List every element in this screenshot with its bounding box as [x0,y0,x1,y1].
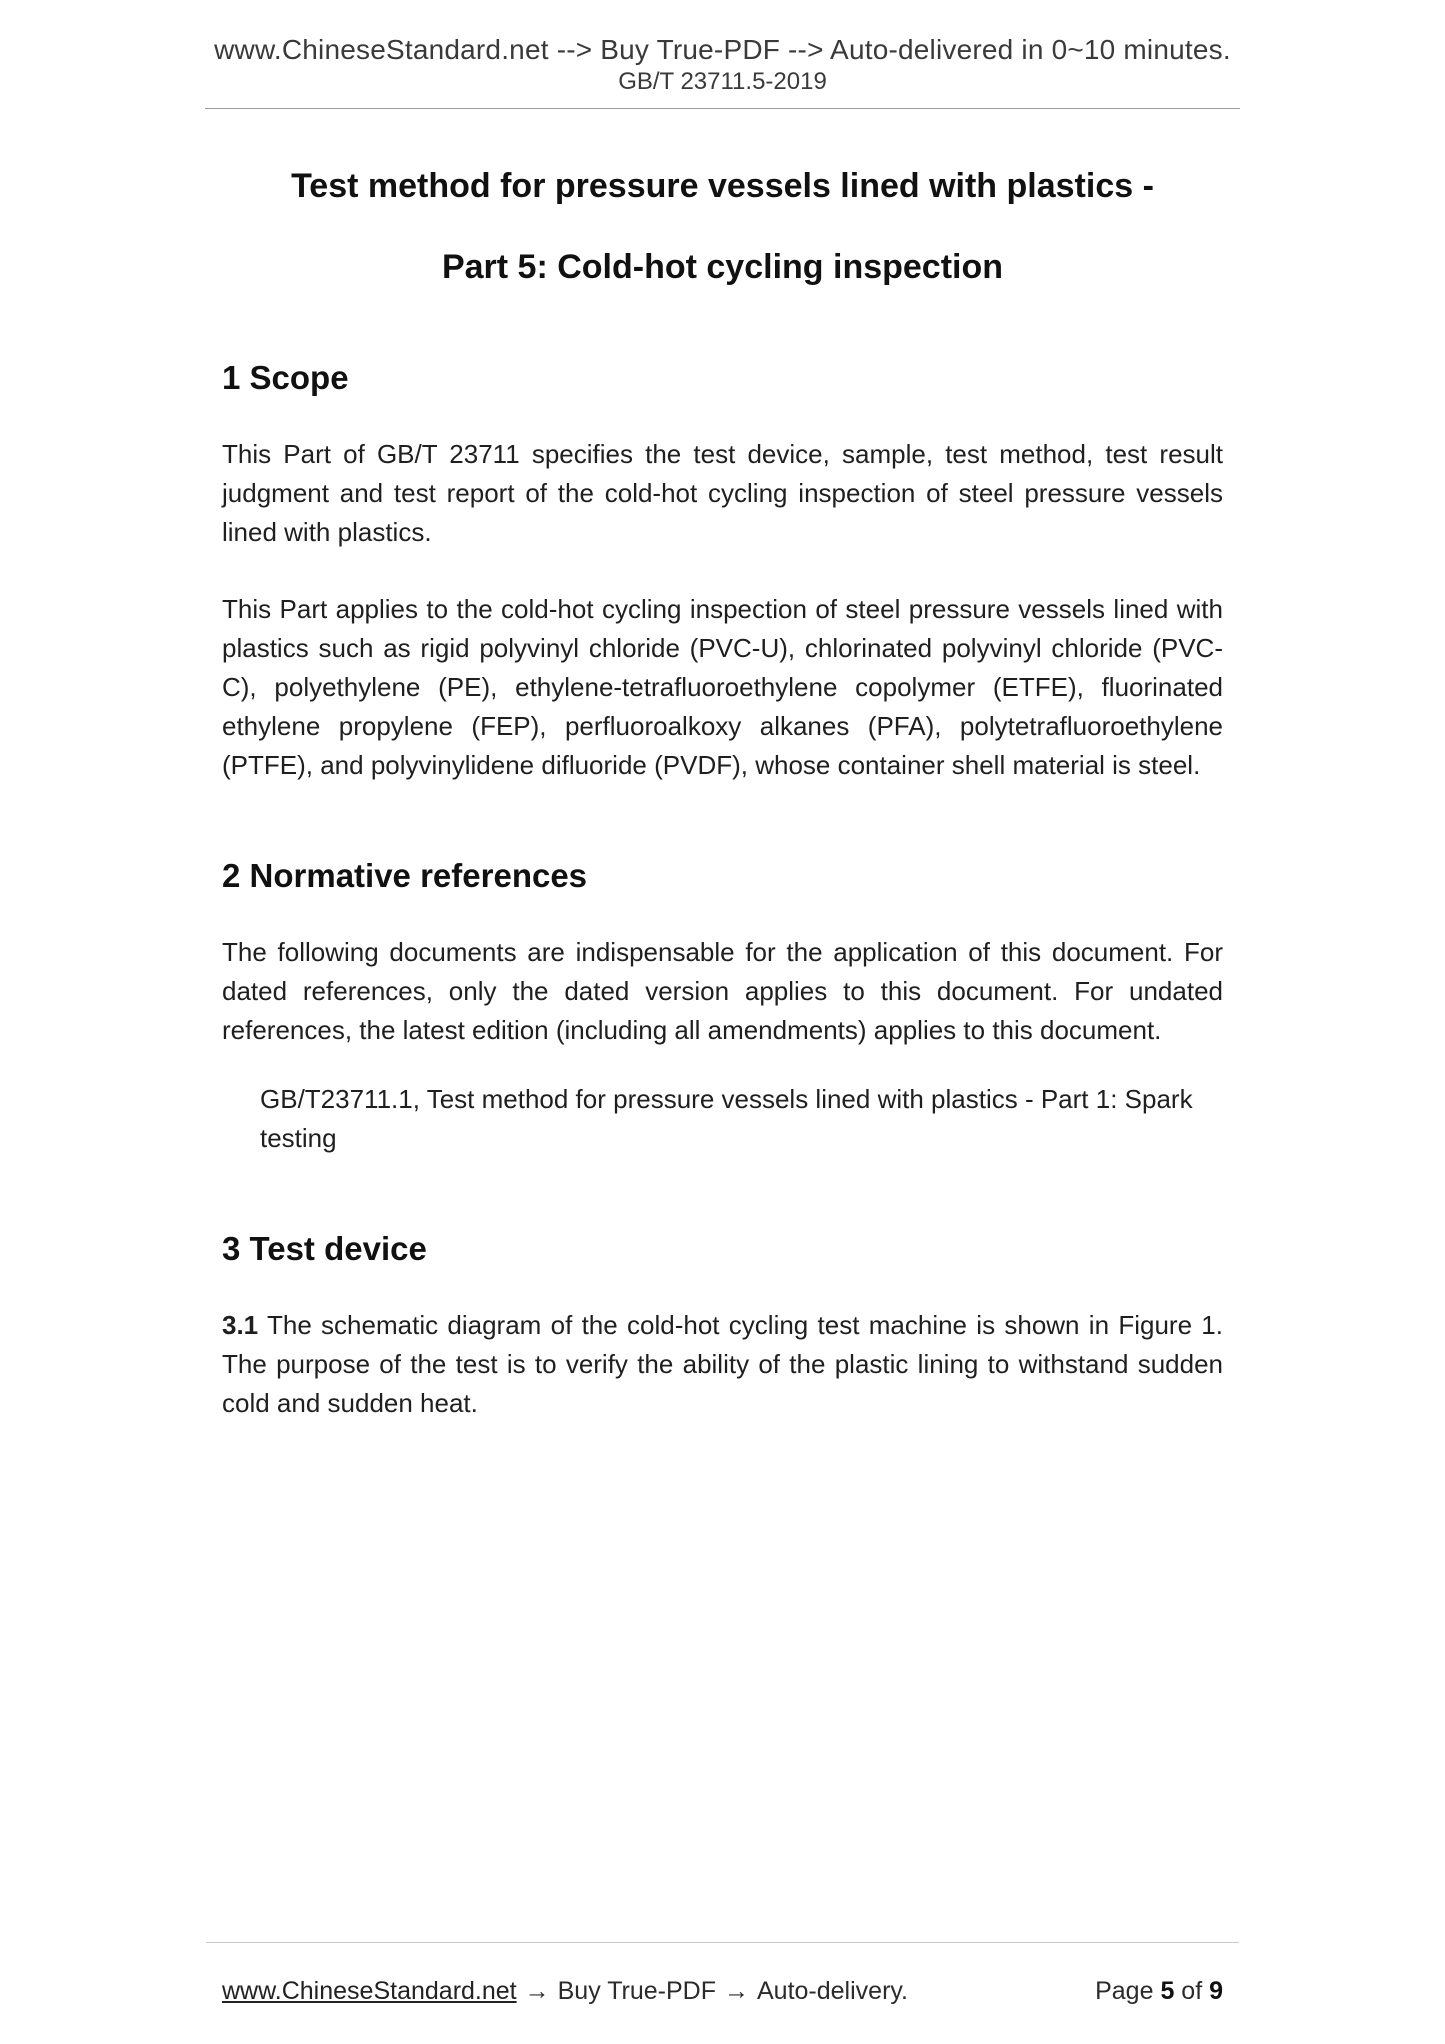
document-code: GB/T 23711.5-2019 [618,68,827,95]
page-label: Page [1095,1977,1161,2005]
footer-divider [206,1942,1239,1943]
footer-promo [222,1977,908,2006]
document-title-line1: Test method for pressure vessels lined with plastics - [291,167,1154,205]
page-total-number: 9 [1209,1977,1223,2005]
normative-reference-item: GB/T23711.1, Test method for pressure vessels lined with plastics - Part 1: Spark testing [260,1084,1193,1153]
page-current-number: 5 [1160,1977,1175,2005]
document-title-line2: Part 5: Cold-hot cycling inspection [441,248,1004,286]
footer-delivery-text: Auto-delivery. [757,1977,908,2005]
normative-references-paragraph: The following documents are indispensable for the application of this document. For dated references, only the dated version applies to this document. For undated references, the latest edition (including all amendments) applies to this document. [222,937,1223,1045]
header-divider [205,108,1240,109]
footer-site-link[interactable]: www.ChineseStandard.net [222,1977,517,2005]
footer-arrow-icon: → [724,1977,749,2005]
footer-arrow-icon: → [524,1977,550,2005]
section-heading-normative-references: 2 Normative references [222,857,588,894]
test-device-paragraph [222,1306,1223,1423]
scope-paragraph-1: This Part of GB/T 23711 specifies the test device, sample, test method, test result judgment and test report of the cold-hot cycling inspection of steel pressure vessels lined with plastics. [222,439,1223,547]
scope-paragraph-2: This Part applies to the cold-hot cycling inspection of steel pressure vessels lined with plastics such as rigid polyvinyl chloride (PVC-U), chlorinated polyvinyl chloride (PVC-C), polyethylene (PE), ethylene-tetrafluoroethylene copolymer (ETFE), fluorinated ethylene propylene (FEP), perfluoroalkoxy alkanes (PFA), polytetrafluoroethylene (PTFE), and polyvinylidene difluoride (PVDF), whose container shell material is steel. [222,594,1223,780]
section-heading-test-device: 3 Test device [222,1230,427,1267]
header-promo-line: www.ChineseStandard.net --> Buy True-PDF --> Auto-delivered in 0~10 minutes. [214,34,1231,65]
page-indicator [1095,1977,1223,2006]
page-footer [222,1942,1223,2006]
footer-buy-text: Buy True-PDF [557,1977,716,2005]
document-body [222,167,1223,1423]
page-of-label: of [1174,1977,1210,2005]
section-heading-scope: 1 Scope [222,359,349,396]
clause-text: The schematic diagram of the cold-hot cycling test machine is shown in Figure 1. The purpose of the test is to verify the ability of the plastic lining to withstand sudden cold and sudden heat. [222,1310,1223,1418]
clause-number: 3.1 [222,1310,259,1340]
